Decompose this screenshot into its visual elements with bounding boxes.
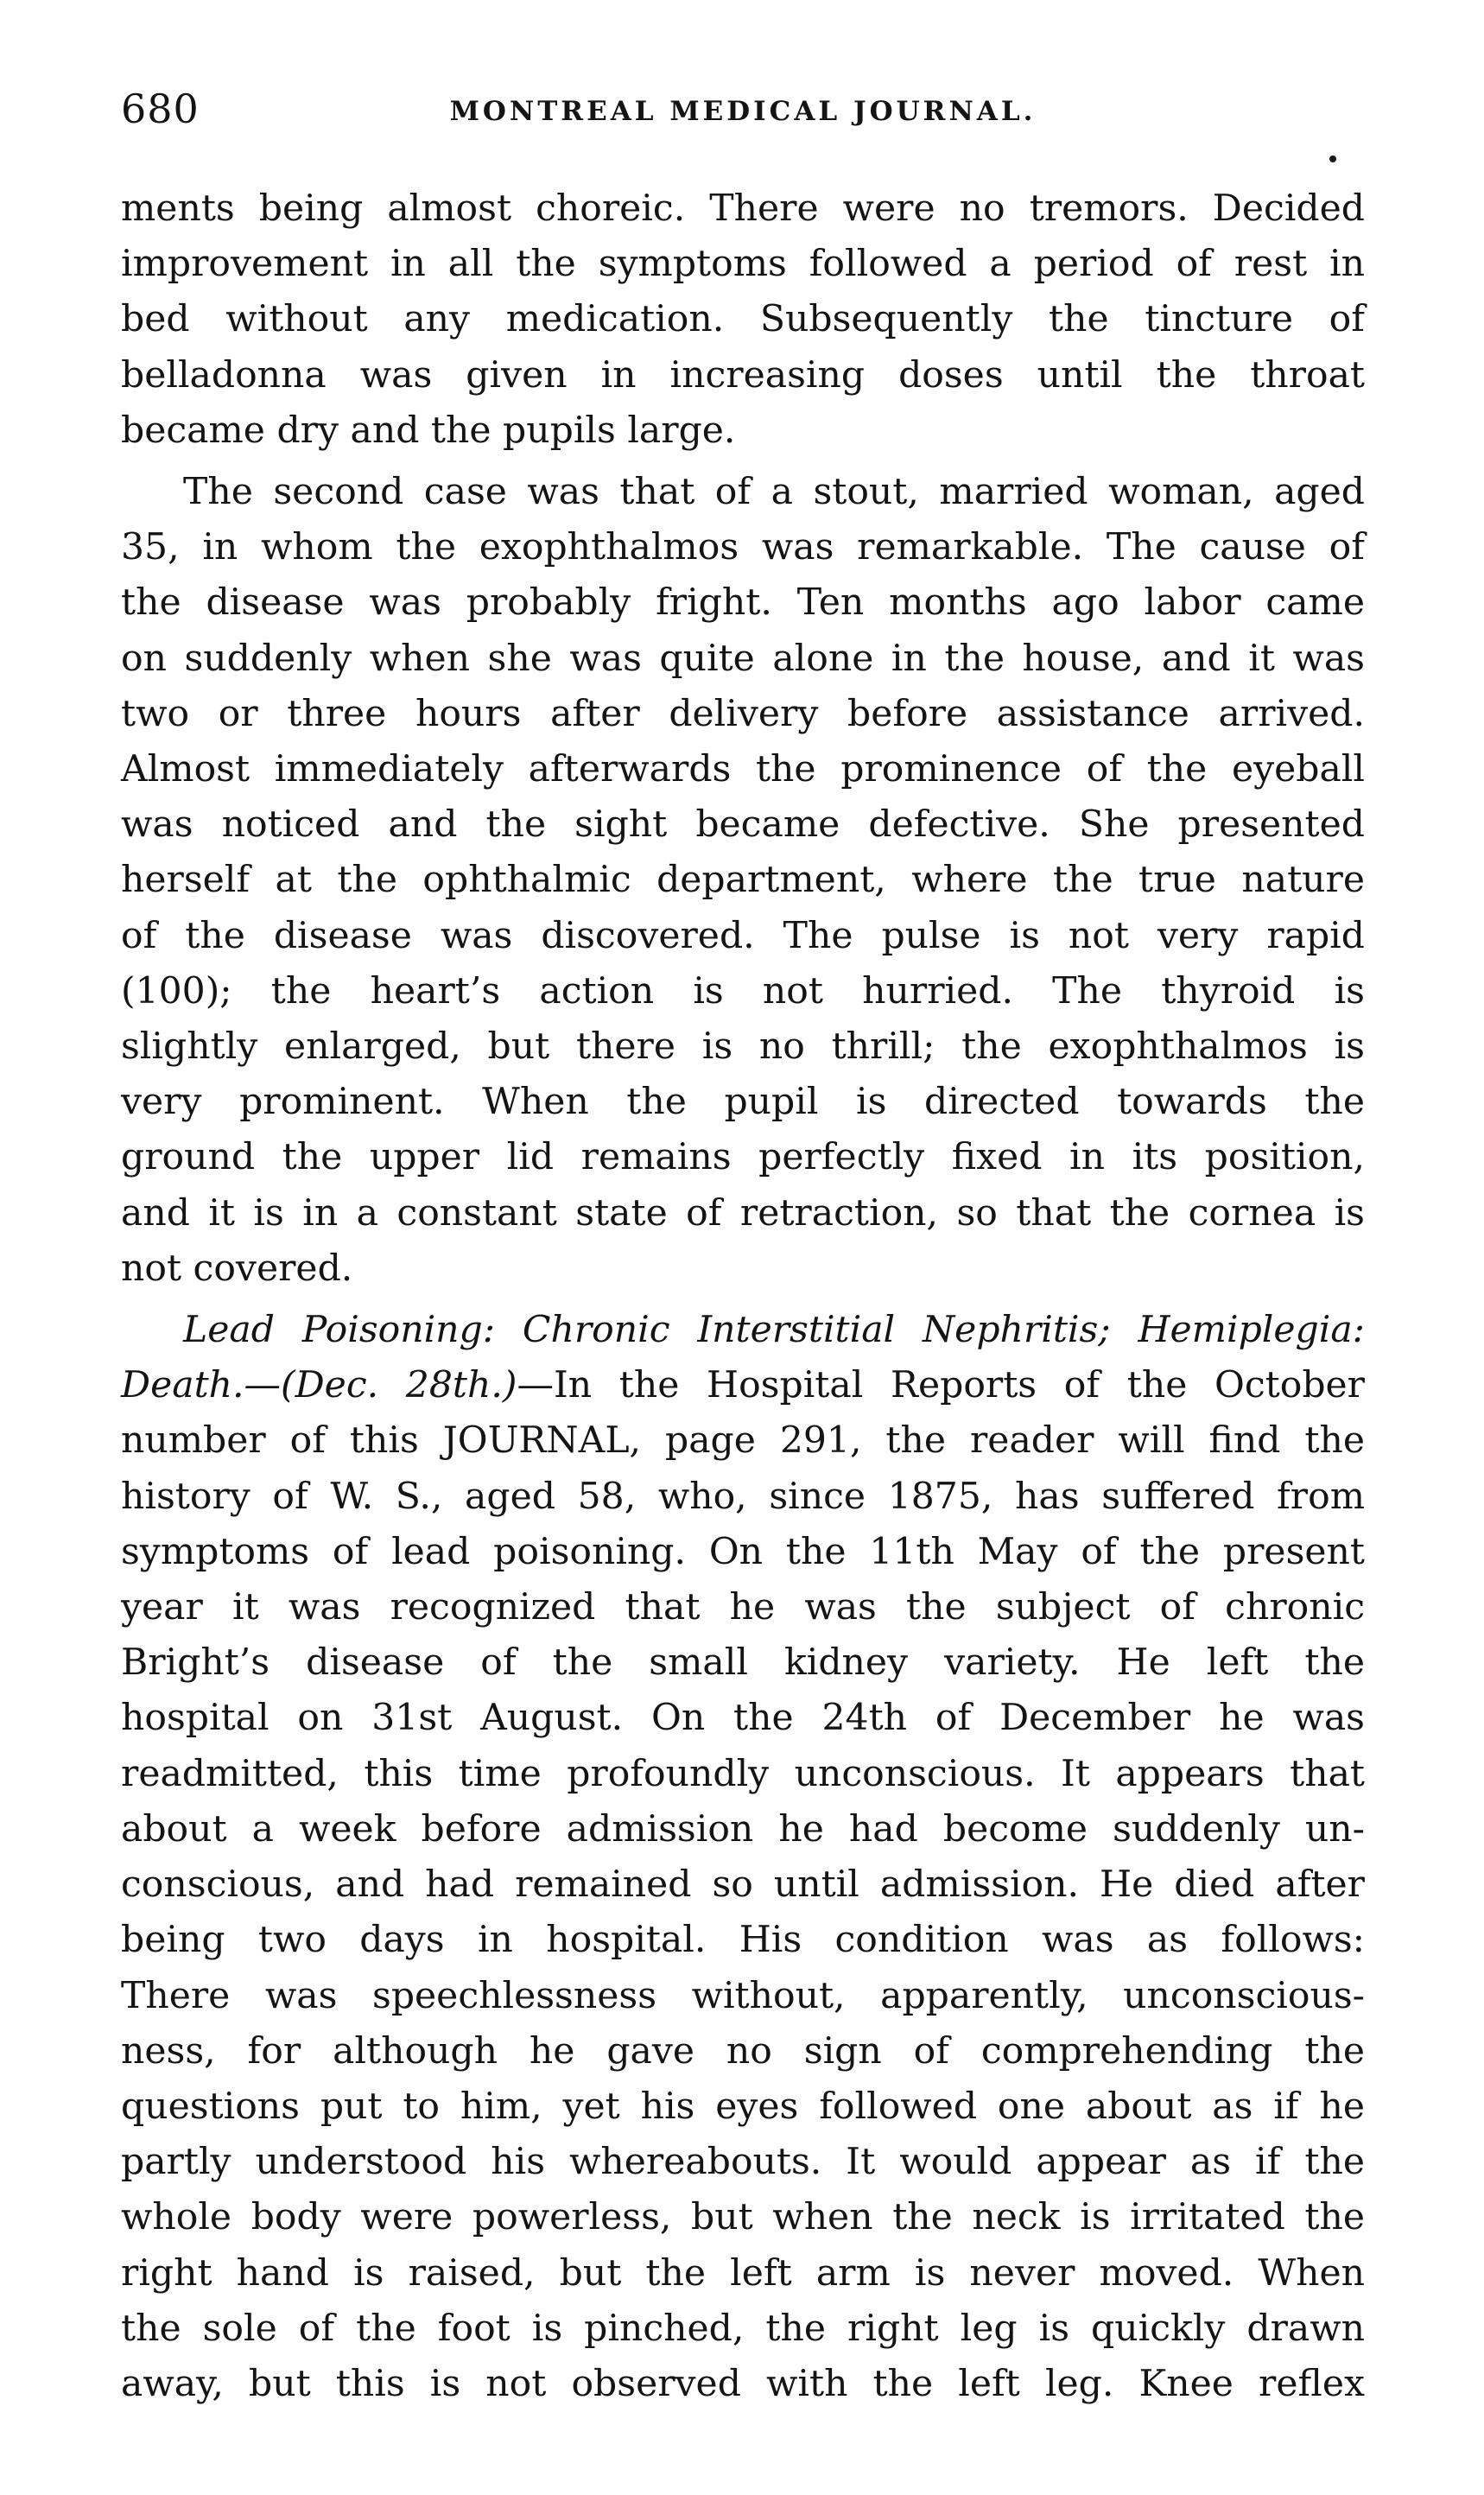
text-line: year it was recognized that he was the subject of chronic: [121, 1586, 1365, 1629]
text-line: ments being almost choreic. There were no tremors. Decided: [121, 187, 1365, 230]
text-line: questions put to him, yet his eyes followed one about as if he: [121, 2085, 1365, 2128]
text-line: number of this JOURNAL, page 291, the reader will find the: [121, 1419, 1365, 1463]
text-line: right hand is raised, but the left arm is never moved. When: [121, 2251, 1365, 2295]
text-line: herself at the ophthalmic department, where the true nature: [121, 859, 1365, 902]
text-line: ness, for although he gave no sign of comprehending the: [121, 2029, 1365, 2073]
text-line: very prominent. When the pupil is directed towards the: [121, 1081, 1365, 1124]
text-line: being two days in hospital. His condition was as follows:: [121, 1919, 1365, 1962]
section-heading: Lead Poisoning: Chronic Interstitial Nephritis; Hemiplegia:: [183, 1309, 1365, 1352]
body-text: [121, 181, 1365, 2412]
text-line: readmitted, this time profoundly unconscious. It appears that: [121, 1752, 1365, 1795]
text-line: ground the upper lid remains perfectly fixed in its position,: [121, 1136, 1365, 1179]
print-speck: [1329, 156, 1336, 162]
text-line: history of W. S., aged 58, who, since 1875, has suffered from: [121, 1475, 1365, 1518]
text-line: about a week before admission he had become suddenly un-: [121, 1807, 1365, 1851]
text-line: Almost immediately afterwards the prominence of the eyeball: [121, 748, 1365, 791]
text-line: became dry and the pupils large.: [121, 409, 736, 452]
text-line-run: —In the Hospital Reports of the October: [517, 1364, 1366, 1407]
text-line: symptoms of lead poisoning. On the 11th May of the present: [121, 1530, 1365, 1573]
section-heading-date: Death.—(Dec. 28th.): [121, 1364, 517, 1407]
text-line: of the disease was discovered. The pulse is not very rapid: [121, 914, 1365, 957]
text-line: The second case was that of a stout, married woman, aged: [183, 471, 1365, 514]
text-line: partly understood his whereabouts. It would appear as if the: [121, 2141, 1365, 2184]
text-line: away, but this is not observed with the left leg. Knee reflex: [121, 2362, 1365, 2405]
text-line: [121, 1358, 1365, 1413]
text-line: whole body were powerless, but when the neck is irritated the: [121, 2196, 1365, 2239]
text-line: conscious, and had remained so until admission. He died after: [121, 1863, 1365, 1907]
text-line: belladonna was given in increasing doses until the throat: [121, 353, 1365, 397]
text-line: improvement in all the symptoms followed a period of rest in: [121, 243, 1365, 286]
text-line: (100); the heart’s action is not hurried. The thyroid is: [121, 969, 1365, 1013]
page-header: [121, 83, 1365, 143]
text-line: the disease was probably fright. Ten months ago labor came: [121, 581, 1365, 625]
text-line: not covered.: [121, 1247, 353, 1290]
running-title: MONTREAL MEDICAL JOURNAL.: [449, 96, 1037, 127]
text-line: bed without any medication. Subsequently the tincture of: [121, 298, 1365, 341]
text-line: on suddenly when she was quite alone in the house, and it was: [121, 637, 1365, 680]
text-line: slightly enlarged, but there is no thrill; the exophthalmos is: [121, 1025, 1365, 1069]
text-line: was noticed and the sight became defective. She presented: [121, 803, 1365, 847]
page-number: 680: [121, 86, 200, 132]
text-line: the sole of the foot is pinched, the right leg is quickly drawn: [121, 2307, 1365, 2350]
text-line: and it is in a constant state of retraction, so that the cornea is: [121, 1191, 1365, 1235]
text-line: Bright’s disease of the small kidney variety. He left the: [121, 1641, 1365, 1685]
text-line: There was speechlessness without, apparently, unconscious-: [121, 1974, 1365, 2017]
text-line: two or three hours after delivery before assistance arrived.: [121, 692, 1365, 735]
text-line: hospital on 31st August. On the 24th of December he was: [121, 1697, 1365, 1740]
text-line: 35, in whom the exophthalmos was remarkable. The cause of: [121, 526, 1365, 569]
